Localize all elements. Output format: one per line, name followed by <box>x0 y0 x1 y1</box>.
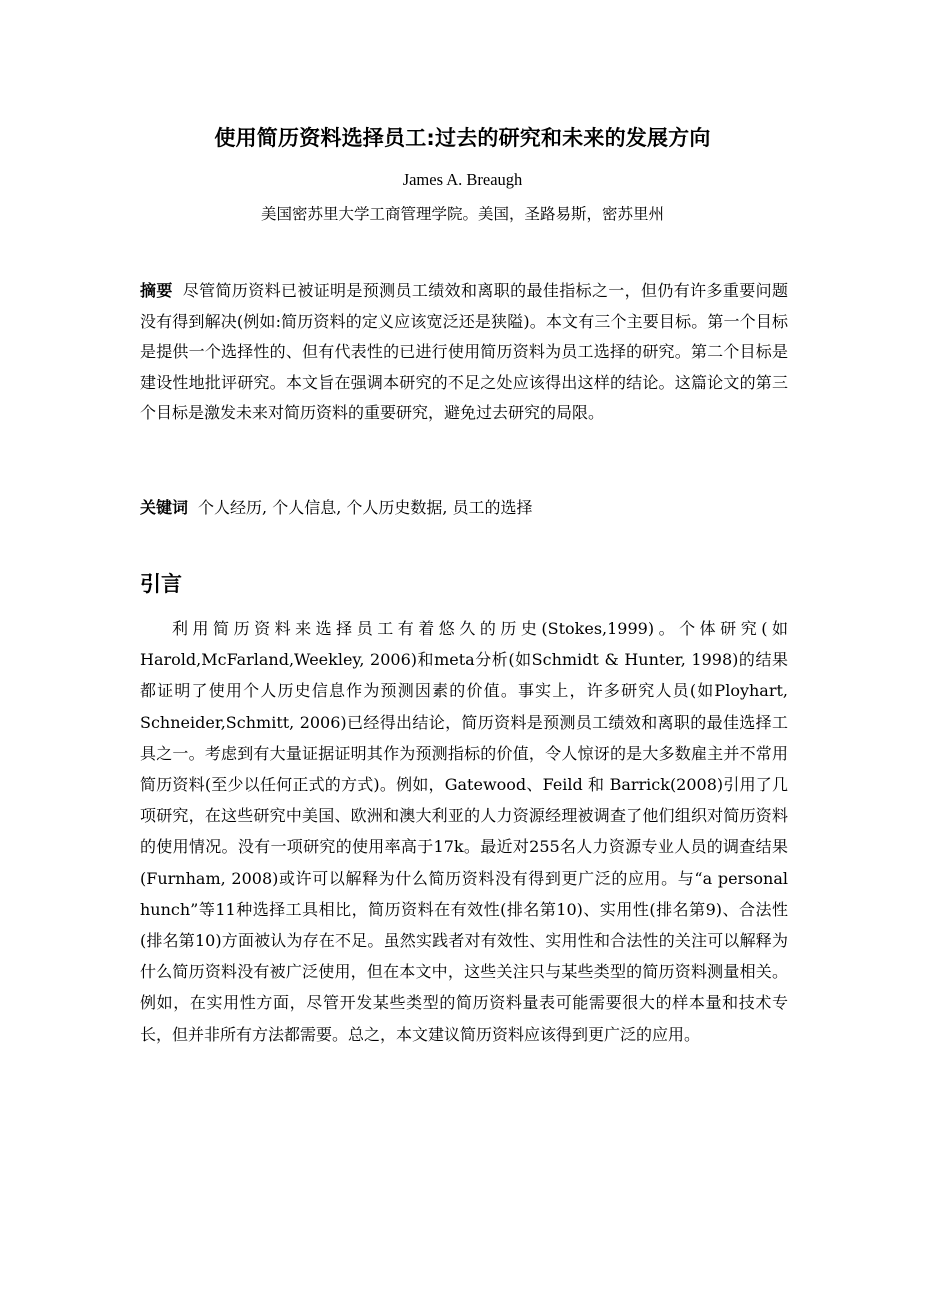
abstract-label: 摘要 <box>140 281 173 300</box>
abstract-block <box>140 276 788 429</box>
keywords-text: 个人经历, 个人信息, 个人历史数据, 员工的选择 <box>198 498 533 517</box>
introduction-paragraph: 利用简历资料来选择员工有着悠久的历史(Stokes,1999)。个体研究(如Harold,McFarland,Weekley, 2006)和meta分析(如Schmidt & Hunter, 1998)的结果都证明了使用个人历史信息作为预测因素的价值。事实上，许多研究人员(如Ployhart, Schneider,Schmitt, 2006)已经得出结论，简历资料是预测员工绩效和离职的最佳选择工具之一。考虑到有大量证据证明其作为预测指标的价值，令人惊讶的是大多数雇主并不常用简历资料(至少以任何正式的方式)。例如，Gatewood、Feild 和 Barrick(2008)引用了几项研究，在这些研究中美国、欧洲和澳大利亚的人力资源经理被调查了他们组织对简历资料的使用情况。没有一项研究的使用率高于17k。最近对255名人力资源专业人员的调查结果(Furnham, 2008)或许可以解释为什么简历资料没有得到更广泛的应用。与“a personal hunch”等11种选择工具相比，简历资料在有效性(排名第10)、实用性(排名第9)、合法性(排名第10)方面被认为存在不足。虽然实践者对有效性、实用性和合法性的关注可以解释为什么简历资料没有被广泛使用，但在本文中，这些关注只与某些类型的简历资料测量相关。例如，在实用性方面，尽管开发某些类型的简历资料量表可能需要很大的样本量和技术专长，但并非所有方法都需要。总之，本文建议简历资料应该得到更广泛的应用。 <box>140 619 788 1044</box>
abstract-text: 尽管简历资料已被证明是预测员工绩效和离职的最佳指标之一，但仍有许多重要问题没有得到解决(例如:简历资料的定义应该宽泛还是狭隘)。本文有三个主要目标。第一个目标是提供一个选择性的、但有代表性的已进行使用简历资料为员工选择的研究。第二个目标是建设性地批评研究。本文旨在强调本研究的不足之处应该得出这样的结论。这篇论文的第三个目标是激发未来对简历资料的重要研究，避免过去研究的局限。 <box>140 281 788 423</box>
author-name: James A. Breaugh <box>402 170 523 189</box>
section-heading-introduction: 引言 <box>140 572 182 596</box>
paper-title: 使用简历资料选择员工:过去的研究和未来的发展方向 <box>214 126 711 150</box>
keywords-label: 关键词 <box>140 498 189 517</box>
keywords-block <box>140 493 788 523</box>
author-affiliation: 美国密苏里大学工商管理学院。美国，圣路易斯，密苏里州 <box>260 205 664 223</box>
